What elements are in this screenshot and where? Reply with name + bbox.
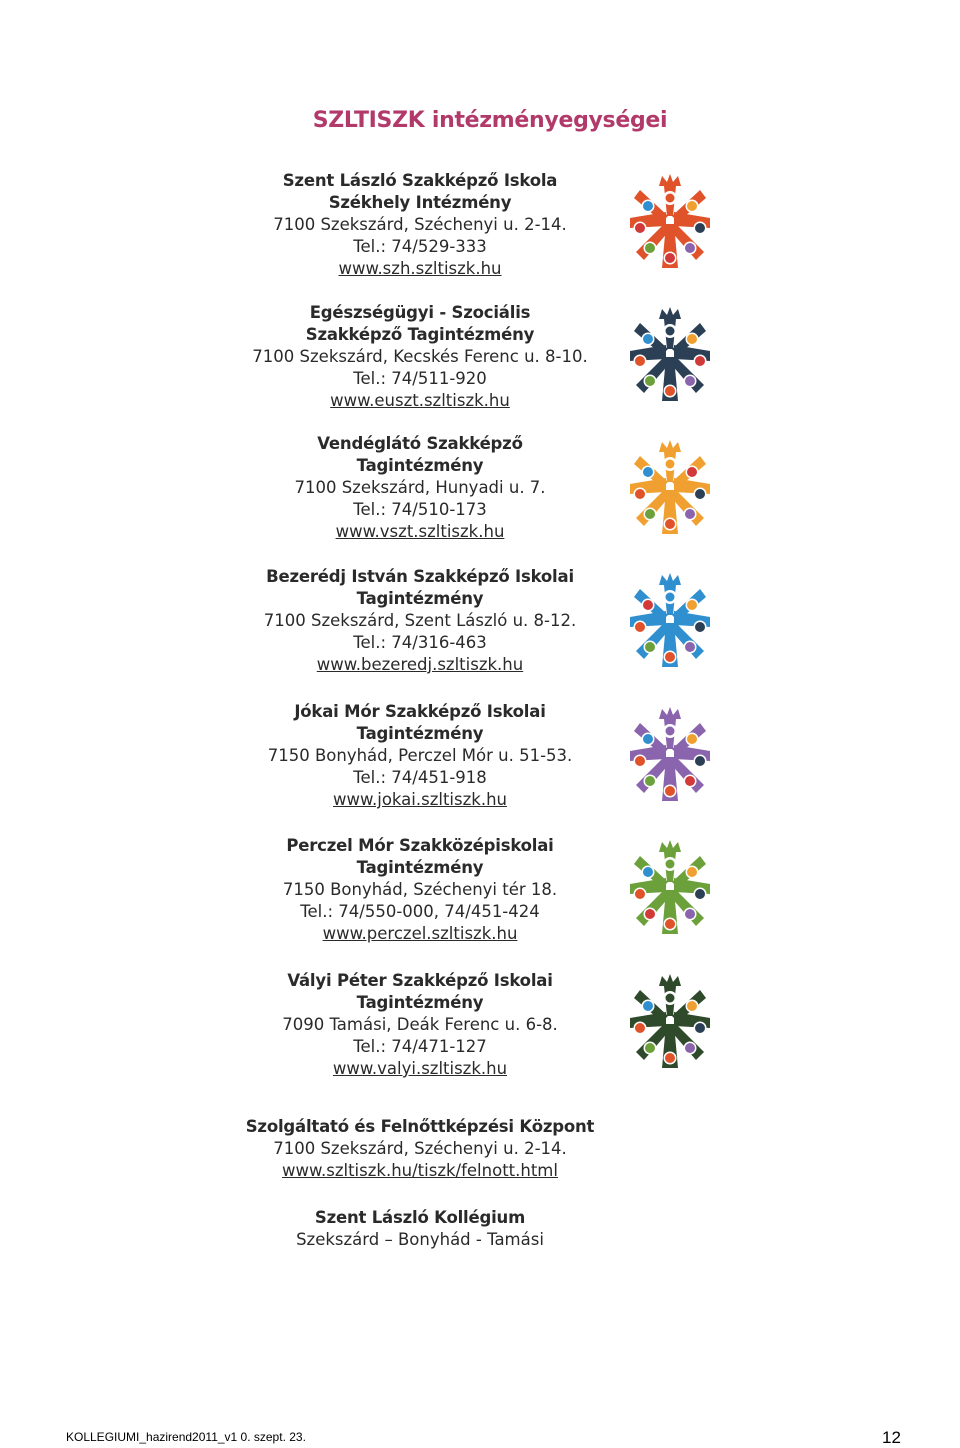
unit-website-link[interactable]: www.bezeredj.szltiszk.hu [316,655,524,674]
unit-address: 7100 Szekszárd, Kecskés Ferenc u. 8-10. [252,347,588,366]
unit-name-line2: Tagintézmény [356,858,484,877]
unit-address: 7150 Bonyhád, Széchenyi tér 18. [282,880,558,899]
unit-entry [230,701,610,811]
unit-logo-icon [626,305,714,403]
unit-name-line2: Szakképző Tagintézmény [305,325,535,344]
service-center-name: Szolgáltató és Felnőttképzési Központ [245,1117,595,1136]
unit-phone: Tel.: 74/471-127 [353,1037,487,1056]
unit-website-link[interactable]: www.euszt.szltiszk.hu [330,391,510,410]
unit-phone: Tel.: 74/316-463 [353,633,487,652]
unit-name: Jókai Mór Szakképző Iskolai [294,702,546,721]
unit-website-link[interactable]: www.szh.szltiszk.hu [338,259,502,278]
unit-logo-icon [626,571,714,669]
unit-name: Egészségügyi - Szociális [309,303,531,322]
unit-name-line2: Tagintézmény [356,724,484,743]
unit-name: Bezerédj István Szakképző Iskolai [266,567,574,586]
unit-logo-icon [626,972,714,1070]
unit-entry [230,433,610,543]
page-number: 12 [882,1428,901,1447]
college-places: Szekszárd – Bonyhád - Tamási [296,1230,544,1249]
unit-address: 7090 Tamási, Deák Ferenc u. 6-8. [282,1015,558,1034]
unit-entry [230,170,610,280]
unit-name: Perczel Mór Szakközépiskolai [286,836,554,855]
unit-entry [230,970,610,1080]
unit-phone: Tel.: 74/529-333 [353,237,487,256]
unit-address: 7150 Bonyhád, Perczel Mór u. 51-53. [267,746,573,765]
college-name: Szent László Kollégium [314,1208,526,1227]
unit-name-line2: Tagintézmény [356,589,484,608]
service-center-website-link[interactable]: www.szltiszk.hu/tiszk/felnott.html [282,1161,558,1180]
unit-phone: Tel.: 74/510-173 [353,500,487,519]
page-title: SZLTISZK intézményegységei [312,108,668,133]
service-center-address: 7100 Szekszárd, Széchenyi u. 2-14. [273,1139,567,1158]
unit-website-link[interactable]: www.jokai.szltiszk.hu [333,790,507,809]
college-entry [230,1207,610,1251]
unit-name: Szent László Szakképző Iskola [282,171,558,190]
unit-phone: Tel.: 74/451-918 [353,768,487,787]
unit-logo-icon [626,172,714,270]
unit-phone: Tel.: 74/550-000, 74/451-424 [300,902,540,921]
unit-address: 7100 Szekszárd, Szent László u. 8-12. [263,611,577,630]
unit-entry [230,302,610,412]
unit-logo-icon [626,705,714,803]
unit-address: 7100 Szekszárd, Hunyadi u. 7. [294,478,546,497]
document-name: KOLLEGIUMI_hazirend2011_v1 0. szept. 23. [66,1430,306,1444]
unit-website-link[interactable]: www.perczel.szltiszk.hu [322,924,518,943]
unit-website-link[interactable]: www.valyi.szltiszk.hu [332,1059,508,1078]
service-center-entry [220,1116,620,1182]
unit-name: Vendéglátó Szakképző [317,434,523,453]
unit-website-link[interactable]: www.vszt.szltiszk.hu [335,522,505,541]
unit-logo-icon [626,438,714,536]
unit-entry [230,835,610,945]
unit-name-line2: Tagintézmény [356,456,484,475]
unit-name-line2: Tagintézmény [356,993,484,1012]
unit-name: Vályi Péter Szakképző Iskolai [287,971,553,990]
unit-logo-icon [626,838,714,936]
unit-entry [230,566,610,676]
unit-address: 7100 Szekszárd, Széchenyi u. 2-14. [273,215,567,234]
unit-name-line2: Székhely Intézmény [328,193,512,212]
unit-phone: Tel.: 74/511-920 [353,369,487,388]
